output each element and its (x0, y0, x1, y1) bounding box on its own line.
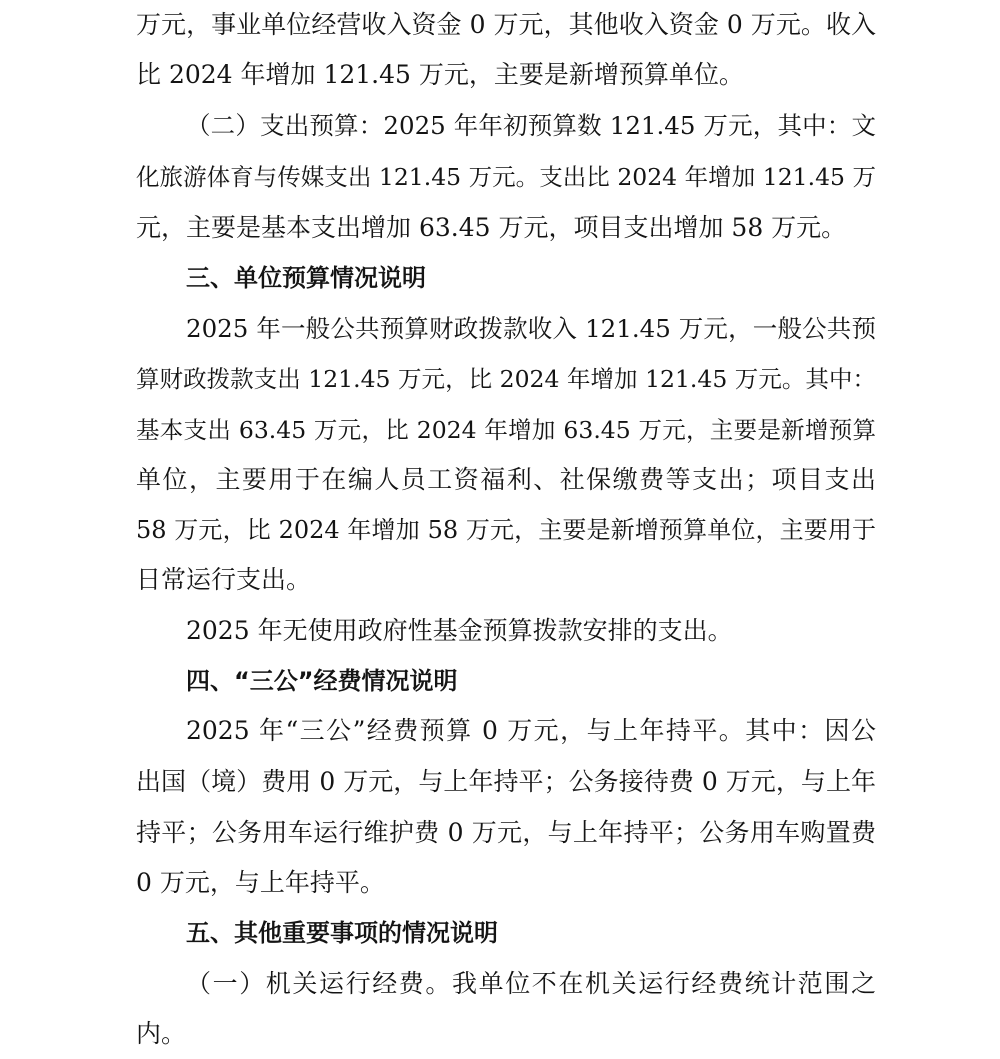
text-line: （二）支出预算：2025 年年初预算数 121.45 万元，其中：文 (186, 111, 876, 140)
section-heading-other-matters: 五、其他重要事项的情况说明 (186, 919, 498, 947)
text-line: （一）机关运行经费。我单位不在机关运行经费统计范围之 (186, 969, 876, 998)
text-line: 基本支出 63.45 万元，比 2024 年增加 63.45 万元，主要是新增预算 (136, 416, 876, 444)
text-line: 化旅游体育与传媒支出 121.45 万元。支出比 2024 年增加 121.45 万 (136, 163, 876, 191)
text-line: 2025 年无使用政府性基金预算拨款安排的支出。 (186, 616, 733, 645)
text-line: 内。 (136, 1019, 187, 1048)
text-line: 比 2024 年增加 121.45 万元，主要是新增预算单位。 (136, 60, 744, 89)
text-line: 万元，事业单位经营收入资金 0 万元，其他收入资金 0 万元。收入 (136, 10, 876, 39)
text-line: 日常运行支出。 (136, 565, 312, 594)
text-line: 2025 年一般公共预算财政拨款收入 121.45 万元，一般公共预 (186, 314, 876, 343)
text-line: 算财政拨款支出 121.45 万元，比 2024 年增加 121.45 万元。其中： (136, 365, 876, 393)
text-line: 出国（境）费用 0 万元，与上年持平；公务接待费 0 万元，与上年 (136, 767, 876, 796)
text-line: 58 万元，比 2024 年增加 58 万元，主要是新增预算单位，主要用于 (136, 516, 876, 544)
section-heading-three-public: 四、“三公”经费情况说明 (186, 667, 458, 695)
text-line: 0 万元，与上年持平。 (136, 868, 385, 897)
text-line: 单位，主要用于在编人员工资福利、社保缴费等支出；项目支出 (136, 465, 876, 494)
text-line: 持平；公务用车运行维护费 0 万元，与上年持平；公务用车购置费 (136, 818, 876, 847)
text-line: 元，主要是基本支出增加 63.45 万元，项目支出增加 58 万元。 (136, 213, 847, 242)
section-heading-unit-budget: 三、单位预算情况说明 (186, 264, 426, 292)
text-line: 2025 年“三公”经费预算 0 万元，与上年持平。其中：因公 (186, 716, 876, 745)
